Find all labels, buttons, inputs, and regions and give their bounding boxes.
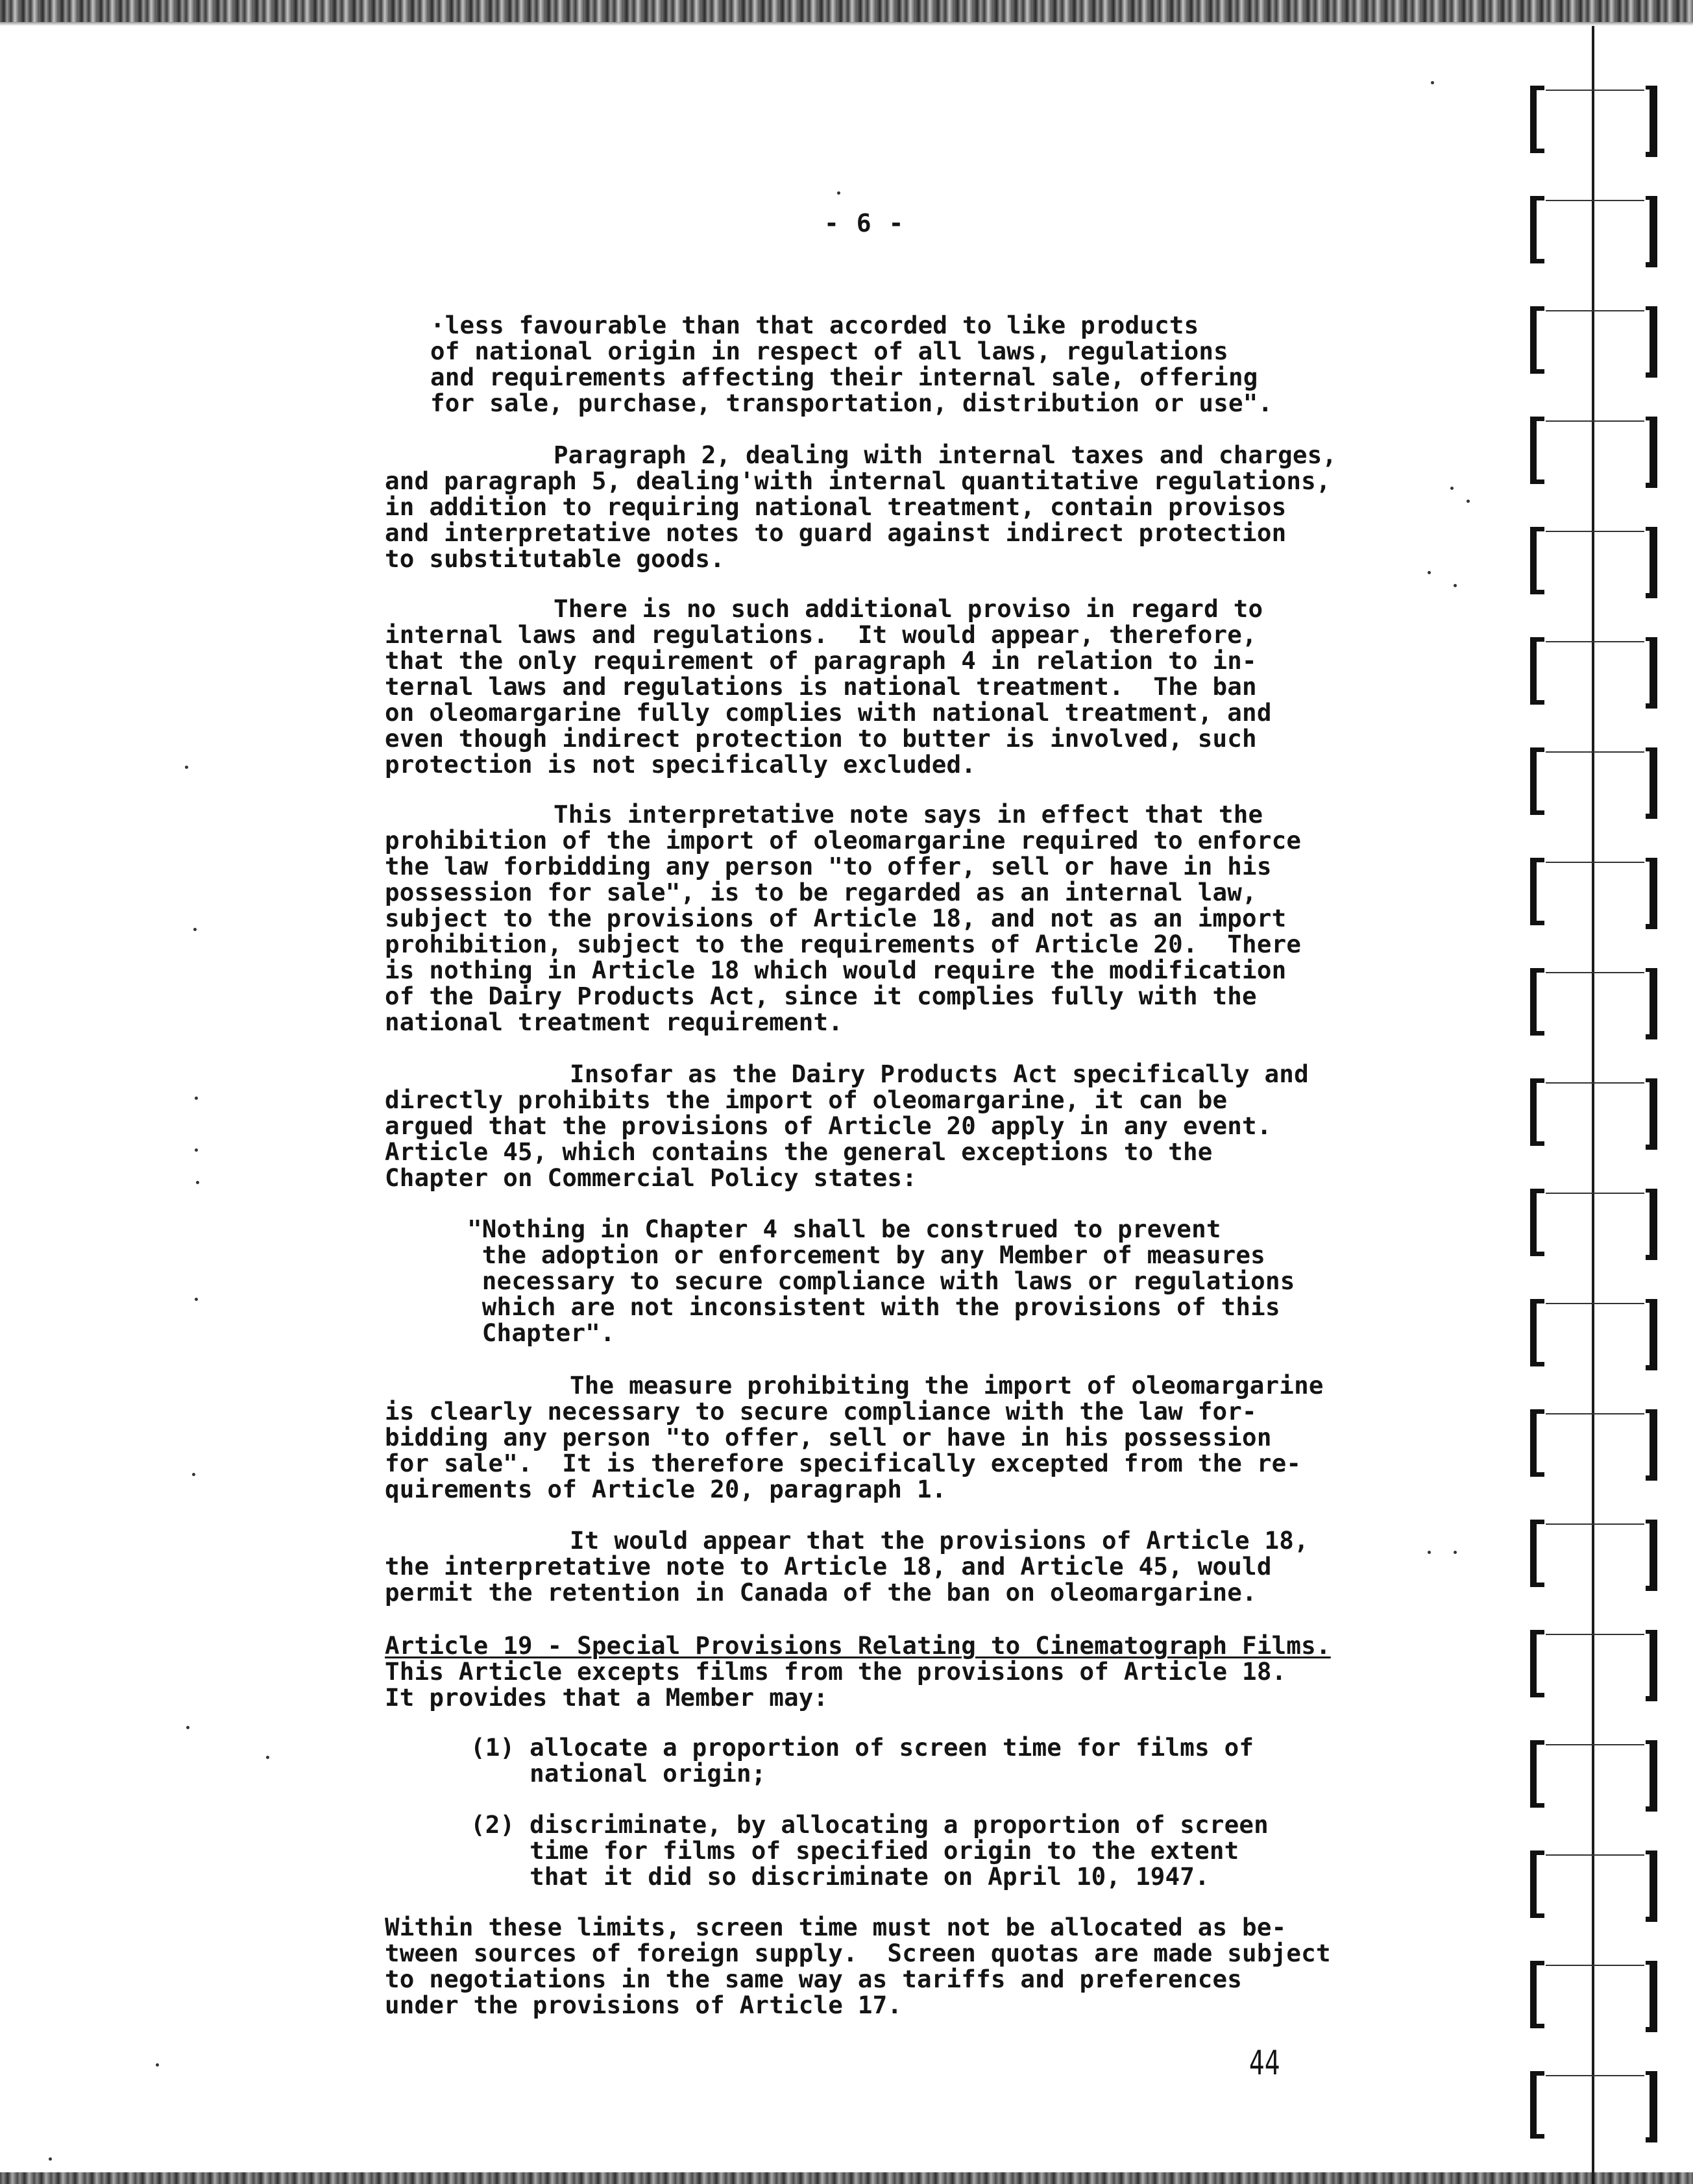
paragraph-line: protection is not specifically excluded. (385, 750, 977, 779)
list-item-line: that it did so discriminate on April 10, 1947. (470, 1862, 1210, 1891)
ring-wire (1546, 1634, 1644, 1635)
ring-right-bracket (1646, 417, 1657, 488)
scan-speck (195, 1298, 198, 1301)
ring-wire (1546, 972, 1644, 973)
paragraph-line: to substitutable goods. (385, 544, 725, 573)
scan-edge-bottom (0, 2172, 1693, 2184)
ring-wire (1546, 1303, 1644, 1304)
ring-right-bracket (1646, 86, 1657, 157)
paragraph-line: of national origin in respect of all laws, regulations (430, 337, 1228, 365)
binding-ring (1530, 86, 1657, 157)
ring-wire (1546, 1413, 1644, 1414)
quote-line: "Nothing in Chapter 4 shall be construed to prevent (467, 1215, 1221, 1243)
ring-right-bracket (1646, 196, 1657, 267)
binding-ring (1530, 858, 1657, 929)
scan-speck (1454, 1551, 1457, 1554)
ring-left-bracket (1530, 1409, 1544, 1477)
ring-right-bracket (1646, 1189, 1657, 1260)
paragraph-4 (385, 775, 1301, 1061)
paragraph-5 (385, 1035, 1309, 1217)
paragraph-line: Article 45, which contains the general exceptions to the (385, 1137, 1213, 1166)
ring-right-bracket (1646, 1961, 1657, 2032)
scan-edge-top (0, 0, 1693, 22)
scan-speck (266, 1756, 269, 1759)
paragraph-line: subject to the provisions of Article 18, and not as an import (385, 904, 1287, 932)
paragraph-line: the interpretative note to Article 18, and Article 45, would (385, 1552, 1272, 1581)
ring-wire (1546, 1523, 1644, 1525)
quote-line: the adoption or enforcement by any Member of measures (467, 1241, 1265, 1269)
ring-left-bracket (1530, 86, 1544, 153)
scan-speck (1428, 571, 1431, 574)
paragraph-line: even though indirect protection to butter is involved, such (385, 724, 1257, 753)
paragraph-line: of the Dairy Products Act, since it complies fully with the (385, 982, 1257, 1010)
ring-wire (1546, 641, 1644, 642)
paragraph-line: Insofar as the Dairy Products Act specifically and (570, 1060, 1309, 1088)
scan-speck (192, 1473, 195, 1476)
paragraph-line: bidding any person "to offer, sell or have in his possession (385, 1423, 1272, 1451)
ring-wire (1546, 1082, 1644, 1084)
ring-wire (1546, 90, 1644, 91)
binding-ring (1530, 2071, 1657, 2142)
paragraph-line: for sale". It is therefore specifically excepted from the re- (385, 1449, 1302, 1477)
paragraph-6 (385, 1346, 1324, 1528)
scan-speck (1428, 1551, 1431, 1554)
paragraph-line: prohibition of the import of oleomargarine required to enforce (385, 826, 1302, 855)
scan-speck (186, 1726, 189, 1729)
ring-left-bracket (1530, 968, 1544, 1036)
ring-wire (1546, 1854, 1644, 1856)
quote-line: Chapter". (467, 1318, 615, 1347)
paragraph-line: permit the retention in Canada of the ban on oleomargarine. (385, 1578, 1257, 1607)
block-quote (467, 1190, 1295, 1372)
list-item-line: (1) allocate a proportion of screen time for films of (470, 1733, 1254, 1762)
ring-right-bracket (1646, 1409, 1657, 1481)
binding-ring (1530, 747, 1657, 819)
paragraph-3 (385, 570, 1272, 803)
paragraph-line: This Article excepts films from the provisions of Article 18. (385, 1657, 1287, 1686)
paragraph-line: Paragraph 2, dealing with internal taxes and charges, (554, 441, 1337, 469)
paragraph-line: The measure prohibiting the import of oleomargarine (570, 1371, 1324, 1400)
paragraph-line: on oleomargarine fully complies with national treatment, and (385, 698, 1272, 727)
ring-left-bracket (1530, 1740, 1544, 1808)
paragraph-line: possession for sale", is to be regarded as an internal law, (385, 878, 1257, 906)
scan-speck (1450, 487, 1454, 490)
ring-left-bracket (1530, 2071, 1544, 2139)
paragraph-line: internal laws and regulations. It would appear, therefore, (385, 620, 1257, 649)
paragraph-line: for sale, purchase, transportation, distribution or use". (430, 389, 1273, 417)
ring-right-bracket (1646, 858, 1657, 929)
ring-right-bracket (1646, 1740, 1657, 1812)
paragraph-line: in addition to requiring national treatment, contain provisos (385, 492, 1287, 521)
paragraph-line: There is no such additional proviso in regard to (554, 594, 1263, 623)
binding-ring (1530, 1630, 1657, 1701)
paragraph-line: It provides that a Member may: (385, 1683, 829, 1712)
ring-right-bracket (1646, 747, 1657, 819)
ring-wire (1546, 1744, 1644, 1745)
ring-right-bracket (1646, 527, 1657, 598)
scan-speck (837, 191, 840, 195)
scan-speck (196, 1181, 199, 1184)
ring-wire (1546, 1193, 1644, 1194)
list-item-line: time for films of specified origin to the extent (470, 1836, 1239, 1865)
scan-speck (195, 1148, 198, 1152)
paragraph-line: prohibition, subject to the requirements of Article 20. There (385, 930, 1302, 958)
ring-left-bracket (1530, 196, 1544, 263)
binding-ring (1530, 1078, 1657, 1150)
ring-left-bracket (1530, 637, 1544, 705)
scan-speck (193, 928, 197, 931)
paragraph-line: and requirements affecting their internal sale, offering (430, 363, 1258, 391)
scan-speck (195, 1097, 198, 1100)
ring-wire (1546, 420, 1644, 422)
ring-wire (1546, 1965, 1644, 1966)
scan-speck (49, 2157, 52, 2161)
ring-wire (1546, 531, 1644, 532)
paragraph-line: to negotiations in the same way as tariffs and preferences (385, 1965, 1243, 1993)
ring-right-bracket (1646, 968, 1657, 1039)
paragraph-line: is clearly necessary to secure compliance with the law for- (385, 1397, 1257, 1426)
ring-wire (1546, 2075, 1644, 2076)
ring-left-bracket (1530, 306, 1544, 374)
ring-left-bracket (1530, 1078, 1544, 1146)
ring-wire (1546, 200, 1644, 201)
list-item-line: national origin; (470, 1759, 766, 1788)
paragraph-final (385, 1888, 1331, 2044)
paragraph-line: Chapter on Commercial Policy states: (385, 1163, 917, 1192)
ring-wire (1546, 751, 1644, 753)
binding-ring (1530, 1409, 1657, 1481)
paragraph-line: national treatment requirement. (385, 1008, 844, 1036)
section-heading: Article 19 - Special Provisions Relating to Cinematograph Films. (385, 1631, 1331, 1660)
ring-left-bracket (1530, 1299, 1544, 1366)
ring-left-bracket (1530, 527, 1544, 594)
ring-left-bracket (1530, 747, 1544, 815)
ring-right-bracket (1646, 1850, 1657, 1922)
binding-ring (1530, 417, 1657, 488)
binding-ring (1530, 968, 1657, 1039)
paragraph-line: and interpretative notes to guard against indirect protection (385, 518, 1287, 547)
ring-left-bracket (1530, 1961, 1544, 2028)
ring-left-bracket (1530, 1850, 1544, 1918)
handwritten-page-number: 44 (1249, 2044, 1280, 2083)
paragraph-line: ·less favourable than that accorded to like products (430, 311, 1199, 339)
ring-left-bracket (1530, 417, 1544, 484)
binding-ring (1530, 637, 1657, 709)
binding-ring (1530, 1299, 1657, 1370)
scan-speck (156, 2063, 159, 2067)
paragraph-line: argued that the provisions of Article 20 apply in any event. (385, 1111, 1272, 1140)
ring-right-bracket (1646, 1630, 1657, 1701)
scan-speck (1454, 584, 1457, 587)
scan-speck (185, 766, 188, 769)
paragraph-line: tween sources of foreign supply. Screen quotas are made subject (385, 1939, 1331, 1967)
ring-right-bracket (1646, 637, 1657, 709)
scan-speck (1467, 500, 1470, 503)
binding-ring (1530, 1740, 1657, 1812)
binding-ring (1530, 196, 1657, 267)
ring-left-bracket (1530, 858, 1544, 925)
binding-ring (1530, 1520, 1657, 1591)
binding-ring (1530, 1189, 1657, 1260)
paragraph-line: is nothing in Article 18 which would require the modification (385, 956, 1287, 984)
ring-left-bracket (1530, 1630, 1544, 1697)
paragraph-line: Within these limits, screen time must not be allocated as be- (385, 1913, 1287, 1941)
ring-left-bracket (1530, 1189, 1544, 1256)
paragraph-line: quirements of Article 20, paragraph 1. (385, 1475, 947, 1503)
binding-ring (1530, 1961, 1657, 2032)
quote-line: which are not inconsistent with the provisions of this (467, 1292, 1280, 1321)
binding-ring (1530, 527, 1657, 598)
quote-line: necessary to secure compliance with laws or regulations (467, 1267, 1295, 1295)
ring-right-bracket (1646, 2071, 1657, 2142)
paragraph-line: ternal laws and regulations is national treatment. The ban (385, 672, 1257, 701)
paragraph-line: the law forbidding any person "to offer, sell or have in his (385, 852, 1272, 880)
ring-right-bracket (1646, 306, 1657, 378)
binding-ring (1530, 306, 1657, 378)
ring-right-bracket (1646, 1299, 1657, 1370)
ring-wire (1546, 310, 1644, 311)
paragraph-line: This interpretative note says in effect that the (554, 800, 1263, 829)
binding-ring (1530, 1850, 1657, 1922)
ring-right-bracket (1646, 1078, 1657, 1150)
page-number: - 6 - (824, 209, 905, 237)
paragraph-line: It would appear that the provisions of Article 18, (570, 1526, 1309, 1555)
paragraph-line: and paragraph 5, dealing'with internal quantitative regulations, (385, 467, 1331, 495)
ring-left-bracket (1530, 1520, 1544, 1587)
scan-speck (1431, 81, 1434, 84)
paragraph-line: that the only requirement of paragraph 4 in relation to in- (385, 646, 1257, 675)
paragraph-line: under the provisions of Article 17. (385, 1991, 903, 2019)
list-item-line: (2) discriminate, by allocating a proportion of screen (470, 1810, 1269, 1839)
ring-wire (1546, 862, 1644, 863)
ring-right-bracket (1646, 1520, 1657, 1591)
paragraph-line: directly prohibits the import of oleomargarine, it can be (385, 1086, 1228, 1114)
